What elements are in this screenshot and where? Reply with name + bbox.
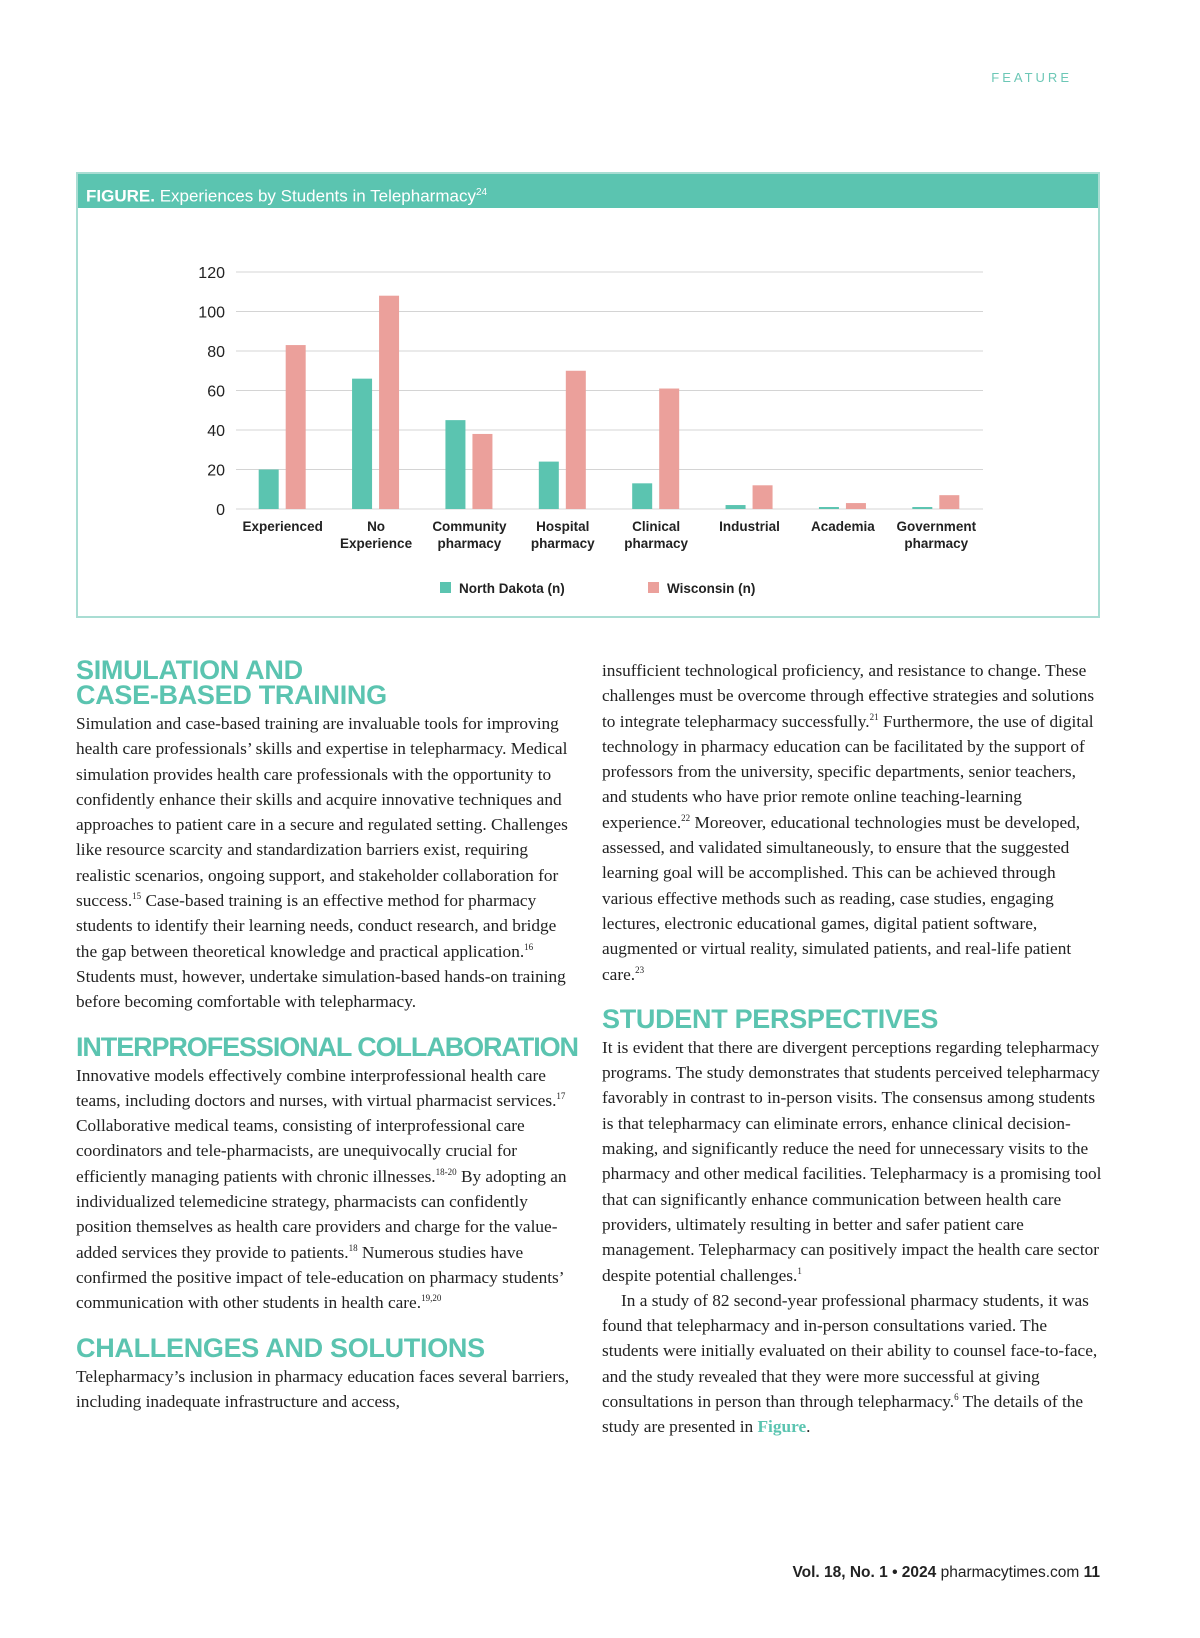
legend-label: North Dakota (n) — [459, 581, 565, 596]
bar-chart — [78, 208, 1098, 616]
page-number: 11 — [1083, 1564, 1100, 1581]
x-tick-label: pharmacy — [530, 536, 595, 551]
bar-north-dakota — [726, 505, 746, 509]
x-tick-label: Hospital — [536, 519, 590, 534]
x-tick-label: Government — [896, 519, 977, 534]
site-url: pharmacytimes.com — [940, 1564, 1080, 1581]
paragraph-student-1: It is evident that there are divergent perceptions regarding telepharmacy programs. The study demonstrates that students perceived telepharmacy favorably in contrast to in-person visits. The consensus among students is that telepharmacy can eliminate errors, enhance clinical decision-making, and significantly reduce the need for unnecessary visits to the pharmacy and other medical facilities. Telepharmacy is a promising tool that can significantly enhance communication between health care providers, ultimately resulting in better and safer patient care management. Telepharmacy can positively impact the health care sector despite potential challenges.$^1$ — [602, 1037, 1102, 1285]
x-tick-label: No — [367, 519, 386, 534]
bar-north-dakota — [912, 507, 932, 509]
paragraph-interprofessional: Innovative models effectively combine interprofessional health care teams, including doctors and nurses, with virtual pharmacist services.$^{17}$ Collaborative medical teams, consisting of interprofessional care coordinators and tele-pharmacists, are unequivocally crucial for efficiently managing patients with chronic illnesses.$^{18-20}$ By adopting an individualized telemedicine strategy, pharmacists can confidently position themselves as health care providers and charge for the value-added services they provide to patients.$^{18}$ Numerous studies have confirmed the positive impact of tele-education on pharmacy students’ communication with other students in health care.$^{19,20}$ — [76, 1065, 567, 1313]
left-column — [76, 655, 578, 1414]
bar-wisconsin — [286, 345, 306, 509]
x-tick-label: pharmacy — [904, 536, 969, 551]
figure-title-ref: 24 — [475, 187, 488, 198]
x-tick-label: Industrial — [719, 519, 780, 534]
paragraph-simulation: Simulation and case-based training are invaluable tools for improving health care professionals’ skills and expertise in telepharmacy. Medical simulation provides health care professionals with the opportunity to confidently enhance their skills and acquire innovative techniques and approaches to patient care in a secure and regulated setting. Challenges like resource scarcity and standardization barriers exist, requiring realistic scenarios, ongoing support, and stakeholder collaboration for success.$^{15}$ Case-based training is an effective method for pharmacy students to identify their learning needs, conduct research, and bridge the gap between theoretical knowledge and practical application.$^{16}$ Students must, however, undertake simulation-based hands-on training before becoming comfortable with telepharmacy. — [76, 714, 568, 1012]
y-tick-label: 20 — [207, 462, 225, 480]
bar-north-dakota — [445, 420, 465, 509]
paragraph-student-2: In a study of 82 second-year professional pharmacy students, it was found that telepharmacy and in-person consultations varied. The students were initially evaluated on their ability to counsel face-to-face, and the study revealed that they were more successful at giving consultations in person than through telepharmacy.$^6$ The details of the study are presented in Figure. — [602, 1290, 1098, 1437]
challenges-text-part-1: Telepharmacy’s inclusion in pharmacy education faces several barriers, including inadequate infrastructure and access, — [76, 1366, 570, 1411]
figure — [76, 172, 1100, 618]
bar-north-dakota — [819, 507, 839, 509]
paragraph-challenges-start — [76, 1364, 578, 1415]
bar-north-dakota — [632, 483, 652, 509]
paragraph-challenges-cont: insufficient technological proficiency, and resistance to change. These challenges must be overcome through effective strategies and solutions to integrate telepharmacy successfully.$^{21}$ Furthermore, the use of digital technology in pharmacy education can be facilitated by the support of professors from the university, specific departments, senior teachers, and students who have prior remote online teaching-learning experience.$^{22}$ Moreover, educational technologies must be developed, assessed, and validated simultaneously, to ensure that the suggested learning goal will be accomplished. This can be achieved through various effective methods such as reading, case studies, engaging lectures, electronic educational games, digital patient software, augmented or virtual reality, simulated patients, and real-life patient care.$^{23}$ — [602, 661, 1095, 984]
legend-swatch — [648, 582, 659, 593]
figure-caption — [78, 174, 1098, 208]
bar-wisconsin — [939, 495, 959, 509]
bar-wisconsin — [472, 434, 492, 509]
heading-student-perspectives: STUDENT PERSPECTIVES — [602, 1003, 939, 1034]
footer — [792, 1564, 1100, 1582]
figure-label: FIGURE. — [86, 186, 155, 206]
bar-wisconsin — [753, 485, 773, 509]
challenges-text-part-2: insufficient technological proficiency, and resistance to change. These challenges must be overcome through effective strategies and solutions to integrate telepharmacy successfully. — [602, 661, 1095, 731]
bar-wisconsin — [379, 296, 399, 509]
x-tick-label: Experienced — [242, 519, 323, 534]
y-tick-label: 60 — [207, 383, 225, 401]
x-tick-label: Experience — [340, 536, 413, 551]
bar-north-dakota — [352, 379, 372, 509]
bar-wisconsin — [566, 371, 586, 509]
figure-link[interactable]: Figure — [757, 1417, 807, 1437]
legend-swatch — [440, 582, 451, 593]
x-tick-label: Academia — [811, 519, 875, 534]
section-label: FEATURE — [991, 70, 1072, 85]
legend-label: Wisconsin (n) — [667, 581, 756, 596]
bar-north-dakota — [539, 462, 559, 509]
y-tick-label: 100 — [198, 304, 225, 322]
figure-title: Experiences by Students in Telepharmacy — [159, 186, 476, 206]
heading-simulation: SIMULATION AND CASE-BASED TRAINING — [76, 655, 387, 710]
issue-info: Vol. 18, No. 1 • 2024 — [792, 1564, 937, 1581]
y-tick-label: 80 — [207, 344, 225, 361]
y-tick-label: 40 — [207, 423, 225, 440]
bar-wisconsin — [659, 389, 679, 509]
x-tick-label: pharmacy — [624, 536, 689, 551]
right-column — [602, 658, 1102, 1440]
heading-challenges: CHALLENGES AND SOLUTIONS — [76, 1332, 485, 1363]
heading-interprofessional: INTERPROFESSIONAL COLLABORATION — [76, 1031, 578, 1062]
x-tick-label: Clinical — [632, 519, 681, 534]
bar-north-dakota — [259, 470, 279, 510]
y-tick-label: 0 — [216, 502, 225, 519]
x-tick-label: pharmacy — [437, 536, 502, 551]
bar-wisconsin — [846, 503, 866, 509]
y-tick-label: 120 — [198, 265, 225, 282]
x-tick-label: Community — [432, 519, 507, 534]
